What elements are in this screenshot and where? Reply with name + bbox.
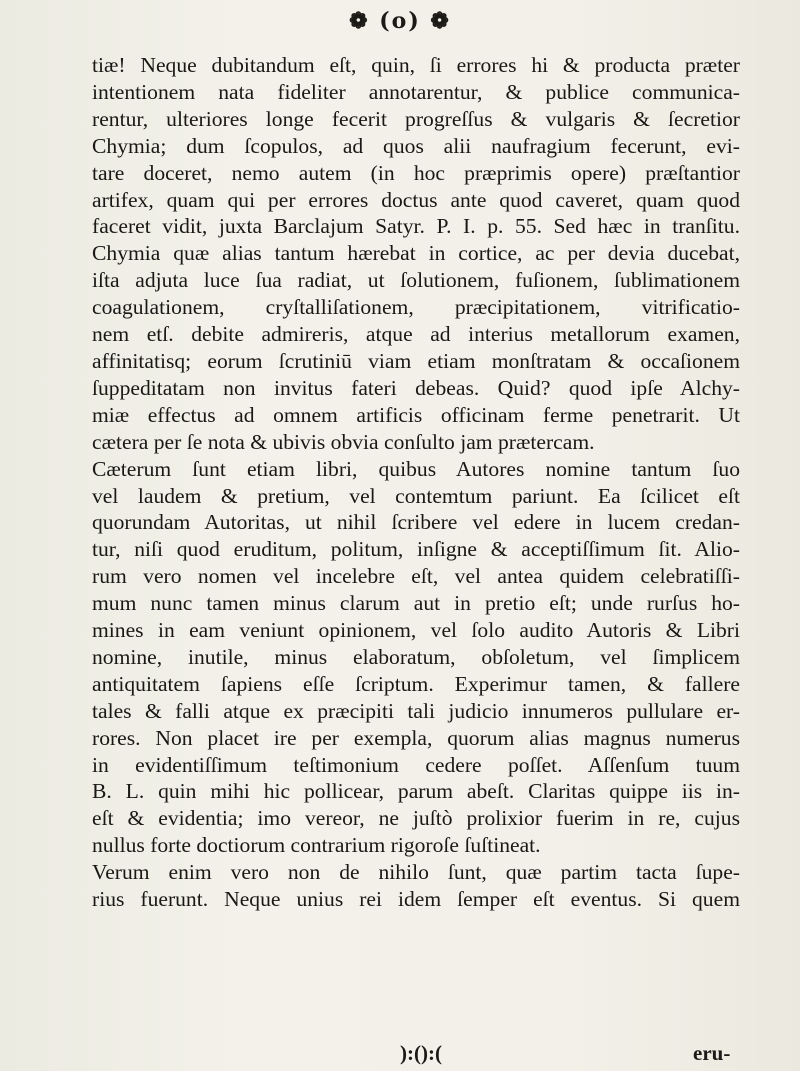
body-text (92, 52, 740, 913)
text-line: vel laudem & pretium, vel contemtum pariunt. Ea ſcilicet eſt (92, 483, 740, 508)
text-line: faceret vidit, juxta Barclajum Satyr. P. I. p. 55. Sed hæc in tranſitu. (92, 214, 740, 239)
text-line: rius fuerunt. Neque unius rei idem ſemper eſt eventus. Si quem (92, 887, 740, 912)
text-line: nem etſ. debite admireris, atque ad interius metallorum examen, (92, 322, 740, 347)
text-line: nomine, inutile, minus elaboratum, obſoletum, vel ſimplicem (92, 644, 740, 669)
text-line: Cæterum ſunt etiam libri, quibus Autores nomine tantum ſuo (92, 456, 740, 481)
text-line: rum vero nomen vel incelebre eſt, vel antea quidem celebratiſſi- (92, 564, 740, 589)
text-line: iſta adjuta luce ſua radiat, ut ſolutionem, fuſionem, ſublimationem (92, 268, 740, 293)
text-line: tales & falli atque ex præcipiti tali judicio innumeros pullulare er- (92, 698, 740, 723)
text-line: tur, niſi quod eruditum, politum, inſigne & acceptiſſimum ſit. Alio- (92, 537, 740, 562)
text-line: artifex, quam qui per errores doctus ante quod caveret, quam quod (92, 187, 740, 212)
text-line: mum nunc tamen minus clarum aut in pretio eſt; unde rurſus ho- (92, 591, 740, 616)
text-line: Chymia; dum ſcopulos, ad quos alii naufragium fecerunt, evi- (92, 133, 740, 158)
text-line: rentur, ulteriores longe fecerit progreſſus & vulgaris & ſecretior (92, 106, 740, 131)
text-line: coagulationem, cryſtalliſationem, præcipitationem, vitrificatio- (92, 295, 740, 320)
page-header: ❁ (o) ❁ (349, 8, 451, 34)
text-line: tare doceret, nemo autem (in hoc præprimis opere) præſtantior (92, 160, 740, 185)
text-line: cætera per ſe nota & ubivis obvia conſulto jam prætercam. (92, 429, 595, 454)
text-line: affinitatisq; eorum ſcrutiniū viam etiam monſtratam & occaſionem (92, 348, 740, 373)
text-line: in evidentiſſimum teſtimonium cedere poſſet. Aſſenſum tuum (92, 752, 740, 777)
catchword: eru- (693, 1041, 731, 1065)
text-line: rores. Non placet ire per exempla, quorum alias magnus numerus (92, 725, 740, 750)
text-line: quorundam Autoritas, ut nihil ſcribere vel edere in lucem credan- (92, 510, 740, 535)
text-line: tiæ! Neque dubitandum eſt, quin, ſi errores hi & producta præter (92, 53, 740, 77)
text-line: antiquitatem ſapiens eſſe ſcriptum. Experimur tamen, & fallere (92, 671, 740, 696)
text-line: nullus forte doctiorum contrarium rigoroſe ſuſtineat. (92, 833, 541, 858)
text-line: B. L. quin mihi hic pollicear, parum abeſt. Claritas quippe iis in- (92, 779, 740, 804)
text-line: miæ effectus ad omnem artificis officinam ferme penetrarit. Ut (92, 402, 740, 427)
text-line: Verum enim vero non de nihilo ſunt, quæ partim tacta ſupe- (92, 860, 740, 885)
text-line: eſt & evidentia; imo vereor, ne juſtò prolixior fuerim in re, cujus (92, 806, 740, 831)
text-line: Chymia quæ alias tantum hærebat in cortice, ac per devia ducebat, (92, 241, 740, 266)
signature-mark: ):():( (400, 1041, 442, 1065)
text-line: intentionem nata fideliter annotarentur, & publice communica- (92, 79, 740, 104)
text-line: ſuppeditatam non invitus fateri debeas. Quid? quod ipſe Alchy- (92, 375, 740, 400)
text-line: mines in eam veniunt opinionem, vel ſolo audito Autoris & Libri (92, 618, 740, 643)
